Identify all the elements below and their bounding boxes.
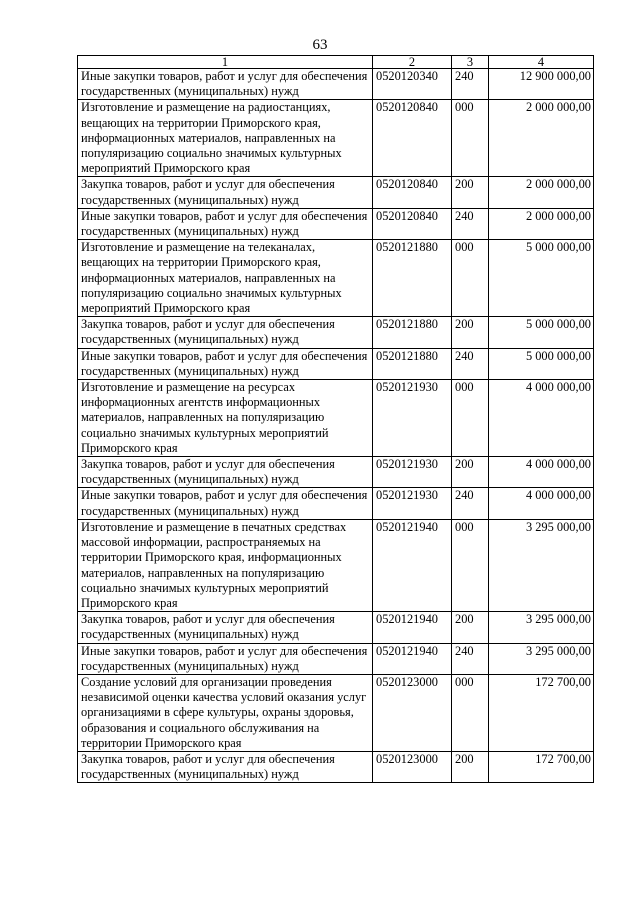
table-row [78,380,594,457]
table-row [78,348,594,379]
table-row [78,519,594,611]
row-code: 0520121930 [373,488,452,519]
row-name: Иные закупки товаров, работ и услуг для обеспечения государственных (муниципальных) нужд [78,69,373,100]
row-name: Закупка товаров, работ и услуг для обеспечения государственных (муниципальных) нужд [78,317,373,348]
row-type: 000 [452,100,489,177]
row-name: Иные закупки товаров, работ и услуг для обеспечения государственных (муниципальных) нужд [78,488,373,519]
row-type: 240 [452,69,489,100]
row-amount: 172 700,00 [489,751,594,782]
row-type: 240 [452,348,489,379]
page-number: 63 [312,37,328,53]
row-amount: 3 295 000,00 [489,612,594,643]
row-code: 0520121930 [373,457,452,488]
row-amount: 172 700,00 [489,674,594,751]
row-name: Иные закупки товаров, работ и услуг для обеспечения государственных (муниципальных) нужд [78,643,373,674]
row-type: 240 [452,643,489,674]
row-type: 240 [452,488,489,519]
row-type: 000 [452,240,489,317]
row-name: Иные закупки товаров, работ и услуг для обеспечения государственных (муниципальных) нужд [78,348,373,379]
row-name: Изготовление и размещение на ресурсах информационных агентств информационных материалов, направленных на популяризацию социально значимых культурных мероприятий Приморского края [78,380,373,457]
table-row [78,177,594,208]
table-row [78,751,594,782]
row-name: Иные закупки товаров, работ и услуг для обеспечения государственных (муниципальных) нужд [78,208,373,239]
row-amount: 5 000 000,00 [489,317,594,348]
row-name: Закупка товаров, работ и услуг для обеспечения государственных (муниципальных) нужд [78,751,373,782]
row-amount: 3 295 000,00 [489,643,594,674]
row-amount: 2 000 000,00 [489,208,594,239]
row-code: 0520121940 [373,612,452,643]
table-row [78,240,594,317]
table-row [78,457,594,488]
row-amount: 4 000 000,00 [489,488,594,519]
row-name: Создание условий для организации проведения независимой оценки качества условий оказания услуг организациями в сфере культуры, охраны здоровья, образования и социального обслуживания на территории Приморского края [78,674,373,751]
row-type: 000 [452,674,489,751]
row-type: 200 [452,457,489,488]
row-code: 0520121880 [373,348,452,379]
table-row [78,100,594,177]
row-code: 0520121880 [373,317,452,348]
row-name: Изготовление и размещение на телеканалах, вещающих на территории Приморского края, информационных материалов, направленных на популяризацию социально значимых культурных мероприятий Приморского края [78,240,373,317]
column-header: 1 [78,56,373,69]
row-code: 0520123000 [373,674,452,751]
table-row [78,208,594,239]
row-name: Изготовление и размещение на радиостанциях, вещающих на территории Приморского края, информационных материалов, направленных на популяризацию социально значимых культурных мероприятий Приморского края [78,100,373,177]
row-amount: 2 000 000,00 [489,177,594,208]
row-code: 0520120340 [373,69,452,100]
row-amount: 5 000 000,00 [489,240,594,317]
row-code: 0520121940 [373,519,452,611]
row-type: 000 [452,380,489,457]
row-amount: 12 900 000,00 [489,69,594,100]
row-amount: 5 000 000,00 [489,348,594,379]
row-type: 200 [452,751,489,782]
column-header: 4 [489,56,594,69]
table-row [78,643,594,674]
row-type: 200 [452,177,489,208]
row-code: 0520120840 [373,100,452,177]
table-row [78,69,594,100]
table-row [78,317,594,348]
row-code: 0520120840 [373,208,452,239]
row-amount: 4 000 000,00 [489,457,594,488]
row-amount: 2 000 000,00 [489,100,594,177]
row-code: 0520123000 [373,751,452,782]
table-row [78,674,594,751]
table-header-row [78,56,594,69]
row-code: 0520121940 [373,643,452,674]
row-type: 200 [452,612,489,643]
row-name: Закупка товаров, работ и услуг для обеспечения государственных (муниципальных) нужд [78,457,373,488]
row-type: 200 [452,317,489,348]
row-amount: 4 000 000,00 [489,380,594,457]
row-name: Закупка товаров, работ и услуг для обеспечения государственных (муниципальных) нужд [78,177,373,208]
budget-table [77,55,594,783]
row-name: Изготовление и размещение в печатных средствах массовой информации, распространяемых на территории Приморского края, информационных материалов, направленных на популяризацию социально значимых культурных мероприятий Приморского края [78,519,373,611]
table-row [78,488,594,519]
column-header: 3 [452,56,489,69]
row-name: Закупка товаров, работ и услуг для обеспечения государственных (муниципальных) нужд [78,612,373,643]
row-type: 000 [452,519,489,611]
row-amount: 3 295 000,00 [489,519,594,611]
row-code: 0520121880 [373,240,452,317]
column-header: 2 [373,56,452,69]
row-code: 0520121930 [373,380,452,457]
table-row [78,612,594,643]
row-code: 0520120840 [373,177,452,208]
row-type: 240 [452,208,489,239]
